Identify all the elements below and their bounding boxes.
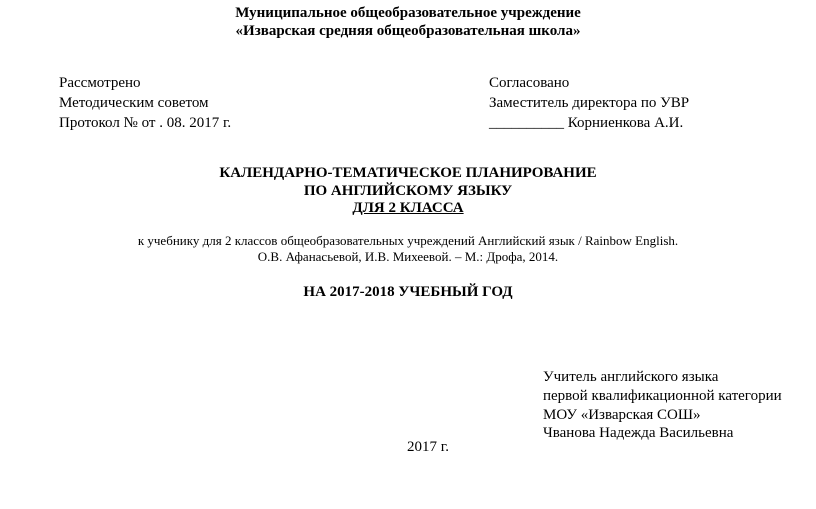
teacher-category: первой квалификационной категории — [543, 388, 782, 404]
teacher-name: Чванова Надежда Васильевна — [543, 425, 734, 441]
document-title-line1: КАЛЕНДАРНО-ТЕМАТИЧЕСКОЕ ПЛАНИРОВАНИЕ — [219, 165, 597, 181]
document-title-line2: ПО АНГЛИЙСКОМУ ЯЗЫКУ — [303, 183, 513, 199]
approval-left-status: Рассмотрено — [59, 75, 141, 91]
textbook-info-line1: к учебнику для 2 классов общеобразовательных учреждений Английский язык / Rainbow English. — [137, 233, 679, 248]
school-type-heading: Муниципальное общеобразовательное учреждение — [235, 5, 581, 21]
approval-left-protocol: Протокол № от . 08. 2017 г. — [59, 115, 232, 131]
approval-right-position: Заместитель директора по УВР — [489, 95, 690, 111]
document-title-class: ДЛЯ 2 КЛАССА — [352, 200, 464, 216]
teacher-school: МОУ «Изварская СОШ» — [543, 407, 701, 423]
footer-year: 2017 г. — [407, 439, 449, 455]
approval-left-body: Методическим советом — [59, 95, 209, 111]
approval-right-signature: __________ Корниенкова А.И. — [489, 115, 684, 131]
document-title-line3 — [0, 199, 816, 217]
textbook-info-line2: О.В. Афанасьевой, И.В. Михеевой. – М.: Дрофа, 2014. — [257, 249, 559, 264]
teacher-subject: Учитель английского языка — [543, 369, 719, 385]
approval-right-status: Согласовано — [489, 75, 570, 91]
academic-year-heading: НА 2017-2018 УЧЕБНЫЙ ГОД — [303, 284, 513, 300]
school-name-heading: «Изварская средняя общеобразовательная школа» — [235, 23, 581, 39]
